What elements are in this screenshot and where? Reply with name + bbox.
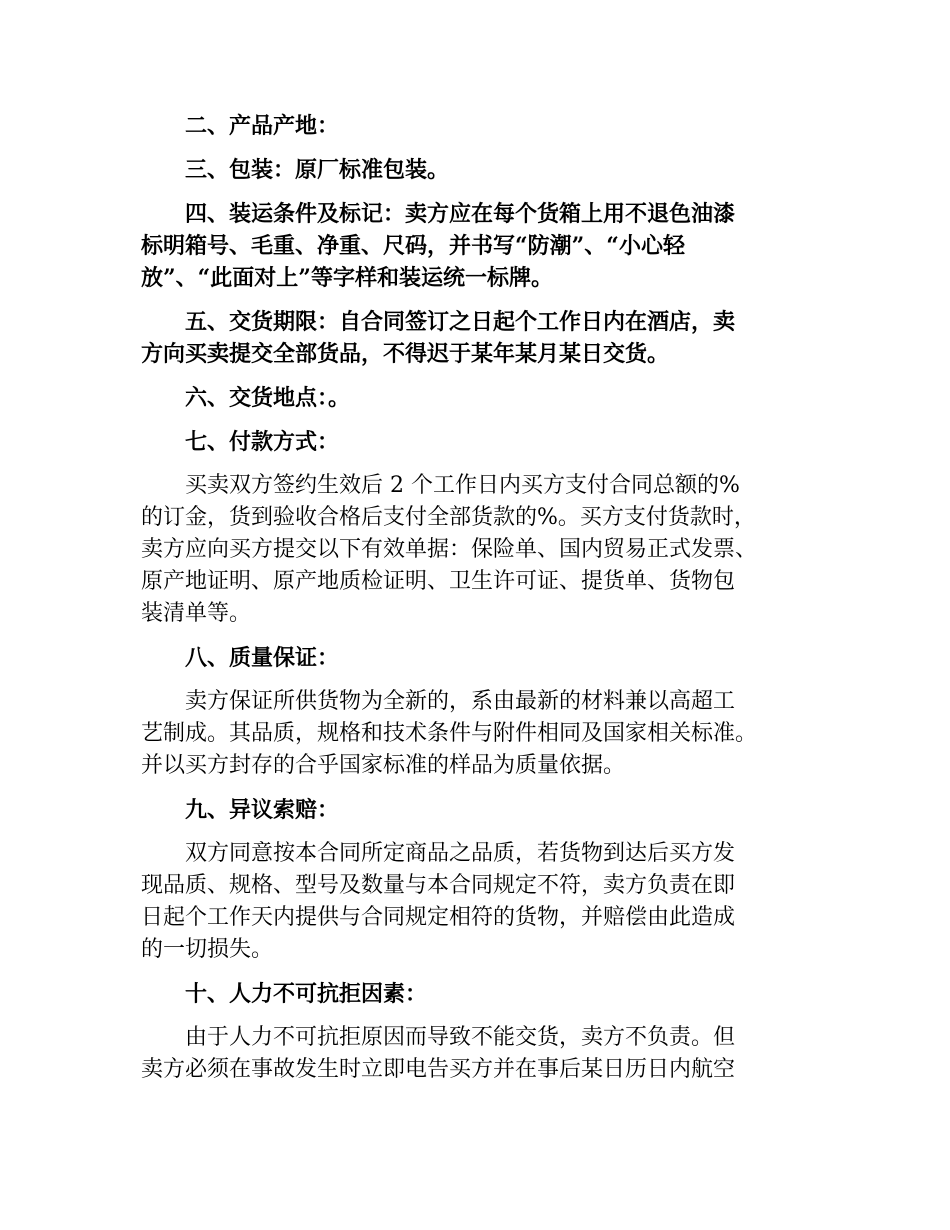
quality-guarantee-text: 卖方保证所供货物为全新的，系由最新的材料兼以高超工 艺制成。其品质，规格和技术条件与附件相同及国家相关标准。 并以买方封存的合乎国家标准的样品为质量依据。 bbox=[141, 689, 758, 778]
section-delivery-period: 五、交货期限：自合同签订之日起个工作日内在酒店，卖 方向买卖提交全部货品，不得迟于某年某月某日交货。 bbox=[141, 309, 736, 367]
section-heading-force-majeure: 十、人力不可抗拒因素： bbox=[185, 981, 428, 1007]
claims-text: 双方同意按本合同所定商品之品质，若货物到达后买方发 现品质、规格、型号及数量与本合同规定不符，卖方负责在即 日起个工作天内提供与合同规定相符的货物，并赔偿由此造成 的一切损失。 bbox=[141, 841, 736, 962]
payment-terms-text: 买卖双方签约生效后 2 个工作日内买方支付合同总额的% 的订金，货到验收合格后支付全部货款的%。买方支付货款时， 卖方应向买方提交以下有效单据：保险单、国内贸易正式发票、 原产地证明、原产地质检证明、卫生许可证、提货单、货物包 装清单等。 bbox=[141, 473, 758, 626]
section-heading-delivery-place: 六、交货地点：。 bbox=[185, 385, 351, 411]
section-heading-packaging: 三、包装：原厂标准包装。 bbox=[185, 157, 450, 183]
section-heading-payment: 七、付款方式： bbox=[185, 429, 340, 455]
force-majeure-text: 由于人力不可抗拒原因而导致不能交货，卖方不负责。但 卖方必须在事故发生时立即电告买方并在事后某日历日内航空 bbox=[141, 1025, 736, 1082]
section-heading-origin: 二、产品产地： bbox=[185, 113, 340, 139]
section-heading-quality: 八、质量保证： bbox=[185, 645, 340, 671]
document-body bbox=[141, 110, 831, 1098]
section-shipping-marks: 四、装运条件及标记：卖方应在每个货箱上用不退色油漆 标明箱号、毛重、净重、尺码，并书写“防潮”、“小心轻 放”、“此面对上”等字样和装运统一标牌。 bbox=[141, 201, 736, 291]
section-heading-claims: 九、异议索赔： bbox=[185, 797, 340, 823]
